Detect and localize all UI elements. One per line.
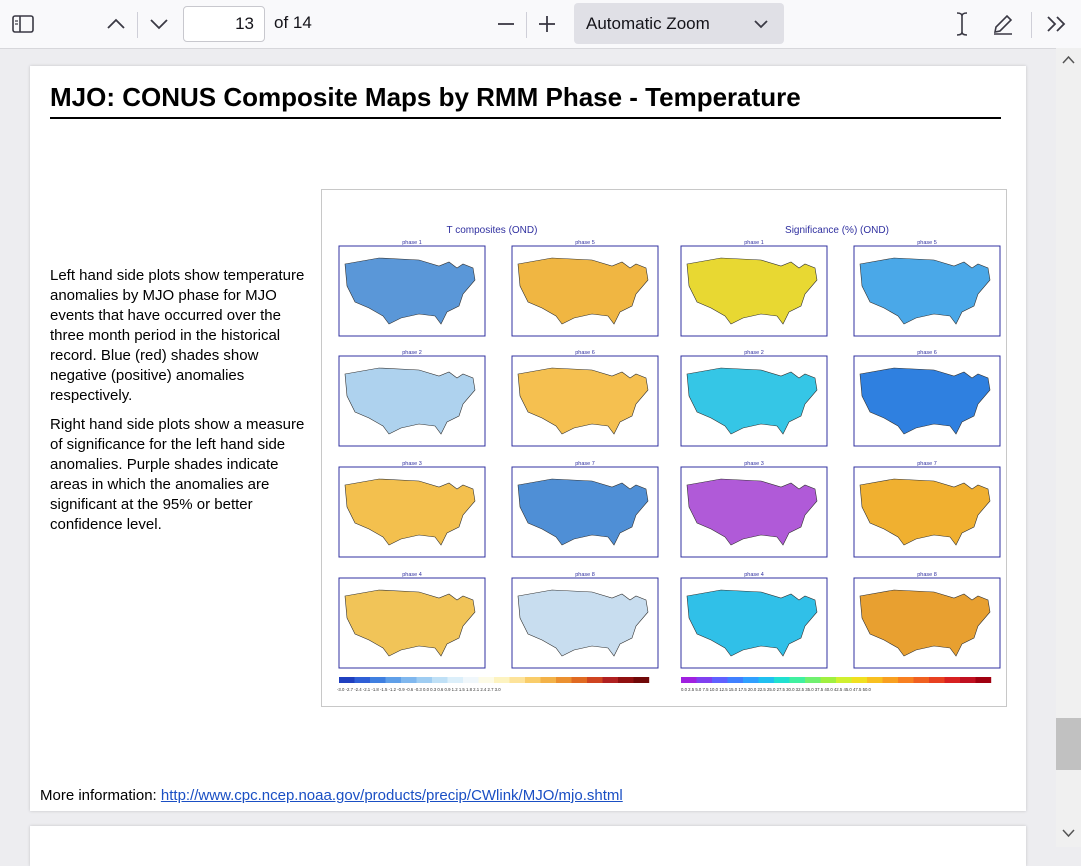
zoom-select[interactable]: [574, 3, 784, 44]
map-phase-label: phase 2: [402, 350, 422, 356]
page-number-input[interactable]: 13: [183, 6, 265, 42]
significance-colorbar-swatch: [805, 677, 821, 683]
text-cursor-icon: [954, 12, 970, 36]
significance-map-phase-4: [681, 572, 827, 668]
scroll-down-arrow-icon[interactable]: [1062, 829, 1075, 838]
map-phase-label: phase 7: [575, 461, 595, 467]
sidebar-toggle-icon: [12, 15, 34, 33]
map-phase-label: phase 8: [575, 572, 595, 578]
map-phase-label: phase 1: [744, 240, 764, 246]
significance-colorbar-swatch: [976, 677, 992, 683]
map-phase-label: phase 6: [917, 350, 937, 356]
significance-colorbar-swatch: [960, 677, 976, 683]
map-phase-label: phase 3: [744, 461, 764, 467]
significance-map-phase-6: [854, 350, 1000, 446]
more-information-label: More information:: [40, 787, 157, 804]
map-phase-label: phase 6: [575, 350, 595, 356]
significance-colorbar-swatch: [759, 677, 775, 683]
map-phase-label: phase 7: [917, 461, 937, 467]
significance-colorbar-swatch: [697, 677, 713, 683]
plus-icon: [538, 15, 556, 33]
map-phase-label: phase 4: [402, 572, 422, 578]
significance-colorbar-swatch: [681, 677, 697, 683]
temperature-colorbar-swatch: [386, 677, 402, 683]
temperature-map-phase-4: [339, 572, 485, 668]
significance-map-phase-3: [681, 461, 827, 557]
composite-maps-svg: [322, 190, 1006, 706]
temperature-map-phase-7: [512, 461, 658, 557]
chevron-up-icon: [107, 18, 125, 30]
significance-colorbar-swatch: [774, 677, 790, 683]
temperature-colorbar-swatch: [401, 677, 417, 683]
significance-colorbar-swatch: [836, 677, 852, 683]
chevron-down-icon: [754, 19, 768, 29]
double-chevron-right-icon: [1046, 15, 1068, 33]
description-paragraph-1: Left hand side plots show temperature anomalies by MJO phase for MJO events that have occurred over the three month period in the historical record. Blue (red) shades show negative (positive) anomalies respectively.: [50, 267, 305, 404]
scroll-up-arrow-icon[interactable]: [1062, 55, 1075, 64]
temperature-colorbar-swatch: [525, 677, 541, 683]
significance-colorbar-swatch: [728, 677, 744, 683]
composite-maps-figure: [321, 189, 1007, 707]
temperature-colorbar-swatch: [541, 677, 557, 683]
temperature-colorbar-swatch: [339, 677, 355, 683]
significance-panel-heading: Significance (%) (OND): [785, 225, 889, 236]
temperature-colorbar-swatch: [494, 677, 510, 683]
sidebar-toggle-button[interactable]: [8, 10, 38, 38]
temperature-map-phase-1: [339, 240, 485, 336]
pdf-toolbar: [0, 0, 1081, 49]
text-select-button[interactable]: [948, 10, 976, 38]
significance-map-phase-8: [854, 572, 1000, 668]
more-tools-button[interactable]: [1042, 10, 1072, 38]
page-total-label: of 14: [274, 13, 312, 32]
map-phase-label: phase 3: [402, 461, 422, 467]
chevron-down-icon: [150, 18, 168, 30]
map-phase-label: phase 5: [575, 240, 595, 246]
next-pdf-page: [30, 826, 1026, 866]
temperature-colorbar-swatch: [634, 677, 650, 683]
temperature-map-phase-8: [512, 572, 658, 668]
pdf-page: [30, 66, 1026, 811]
significance-colorbar-swatch: [712, 677, 728, 683]
significance-colorbar-swatch: [821, 677, 837, 683]
significance-map-phase-2: [681, 350, 827, 446]
temperature-colorbar-swatch: [370, 677, 386, 683]
map-phase-label: phase 2: [744, 350, 764, 356]
temperature-panel-heading: T composites (OND): [446, 225, 538, 236]
significance-map-phase-5: [854, 240, 1000, 336]
temperature-colorbar-swatch: [448, 677, 464, 683]
map-phase-label: phase 1: [402, 240, 422, 246]
significance-colorbar-swatch: [945, 677, 961, 683]
temperature-map-phase-6: [512, 350, 658, 446]
zoom-in-button[interactable]: [533, 10, 561, 38]
temperature-colorbar-swatch: [572, 677, 588, 683]
temperature-map-phase-2: [339, 350, 485, 446]
description-text: [50, 266, 308, 544]
draw-button[interactable]: [988, 10, 1018, 38]
temperature-colorbar-swatch: [479, 677, 495, 683]
significance-colorbar-swatch: [790, 677, 806, 683]
significance-colorbar-swatch: [883, 677, 899, 683]
temperature-colorbar-swatch: [587, 677, 603, 683]
temperature-colorbar-swatch: [603, 677, 619, 683]
significance-scale-labels: 0.0 2.5 5.0 7.5 10.0 12.5 15.0 17.5 20.0 22.5 25.0 27.5 30.0 32.5 35.0 37.5 40.0 42.5 45.0 47.5 50.0: [681, 687, 871, 692]
significance-colorbar-swatch: [743, 677, 759, 683]
temperature-colorbar-swatch: [417, 677, 433, 683]
map-phase-label: phase 8: [917, 572, 937, 578]
previous-page-button[interactable]: [100, 10, 132, 38]
temperature-colorbar-swatch: [463, 677, 479, 683]
significance-colorbar-swatch: [898, 677, 914, 683]
title-divider: [50, 117, 1001, 119]
temperature-scale-labels: -3.0 -2.7 -2.4 -2.1 -1.8 -1.5 -1.2 -0.9 -0.6 -0.3 0.0 0.3 0.6 0.9 1.2 1.5 1.8 2.1 2.4 2.7 3.0: [337, 687, 501, 692]
significance-colorbar-swatch: [867, 677, 883, 683]
map-phase-label: phase 4: [744, 572, 764, 578]
temperature-colorbar-swatch: [510, 677, 526, 683]
temperature-colorbar-swatch: [556, 677, 572, 683]
temperature-colorbar-swatch: [355, 677, 371, 683]
temperature-map-phase-3: [339, 461, 485, 557]
temperature-colorbar-swatch: [618, 677, 634, 683]
map-phase-label: phase 5: [917, 240, 937, 246]
significance-colorbar-swatch: [914, 677, 930, 683]
more-information-link[interactable]: http://www.cpc.ncep.noaa.gov/products/precip/CWlink/MJO/mjo.shtml: [160, 787, 623, 804]
next-page-button[interactable]: [143, 10, 175, 38]
temperature-colorbar-swatch: [432, 677, 448, 683]
significance-colorbar-swatch: [929, 677, 945, 683]
significance-map-phase-1: [681, 240, 827, 336]
zoom-out-button[interactable]: [492, 10, 520, 38]
zoom-select-label: Automatic Zoom: [586, 14, 710, 33]
more-information: [40, 787, 623, 804]
minus-icon: [497, 15, 515, 33]
pen-icon: [991, 12, 1015, 36]
scrollbar-thumb[interactable]: [1056, 718, 1081, 770]
page-title: MJO: CONUS Composite Maps by RMM Phase - Temperature: [50, 82, 801, 112]
significance-colorbar-swatch: [852, 677, 868, 683]
temperature-map-phase-5: [512, 240, 658, 336]
description-paragraph-2: Right hand side plots show a measure of significance for the left hand side anomalies. Purple shades indicate areas in which the anomalies are significant at the 95% or better confidence level.: [50, 416, 305, 533]
significance-map-phase-7: [854, 461, 1000, 557]
